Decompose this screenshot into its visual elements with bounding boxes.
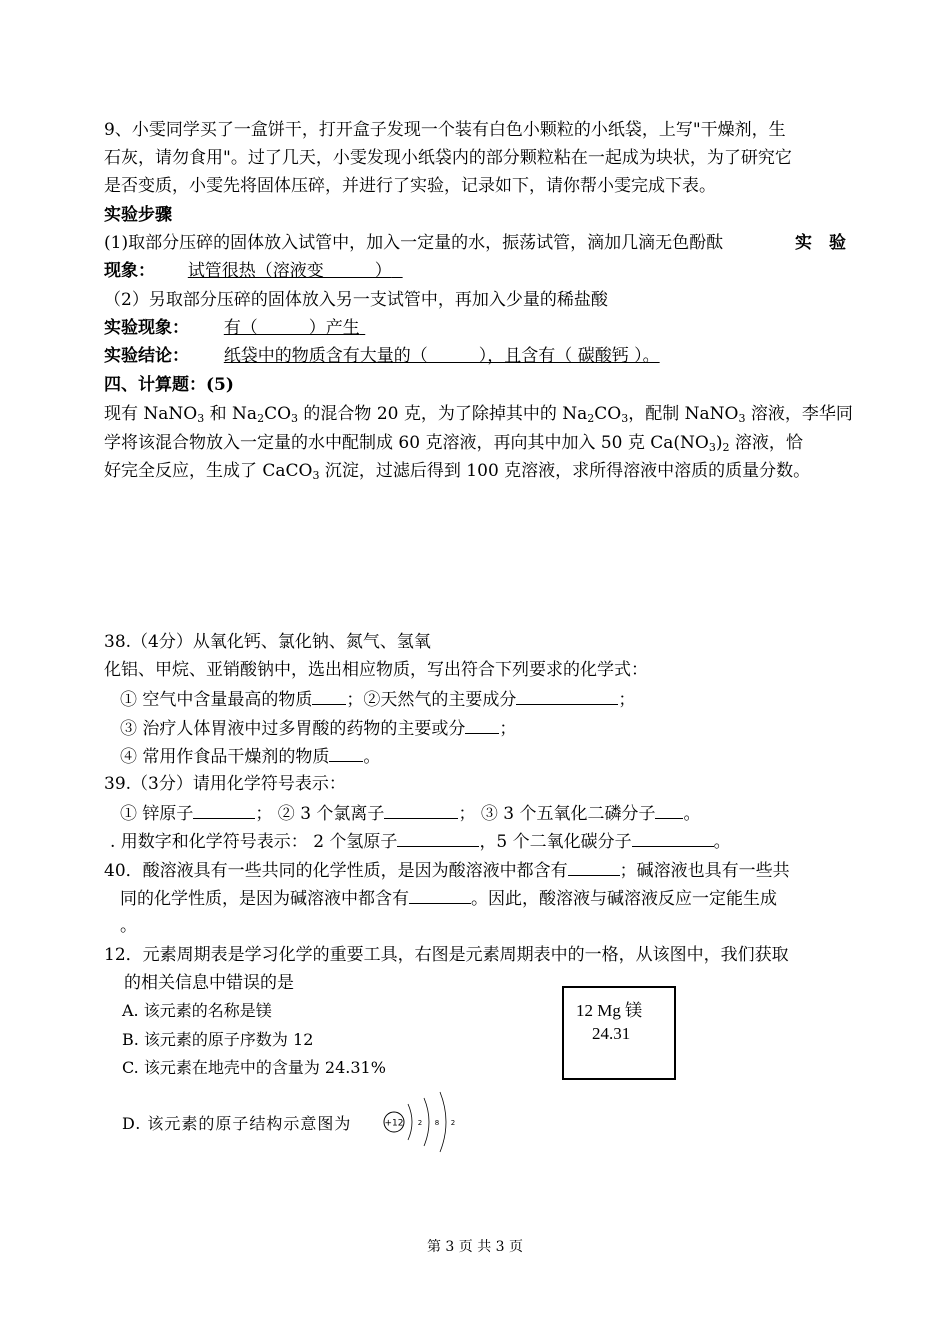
step-1-tail: 实 验 [795, 233, 846, 253]
phenomenon-2-label: 实验现象： [104, 318, 189, 338]
q38-line-2: 化铝、甲烷、亚销酸钠中，选出相应物质，写出符合下列要求的化学式： [104, 660, 648, 680]
shell-3-electrons: 2 [450, 1119, 456, 1127]
conclusion [104, 344, 660, 368]
q9-line-1: 9、小雯同学买了一盒饼干，打开盒子发现一个装有白色小颗粒的小纸袋，上写"干燥剂，生 [104, 120, 786, 140]
answer-blank [516, 687, 618, 705]
phenomenon-1-label: 现象： [104, 261, 155, 281]
nucleus-charge: +12 [384, 1118, 404, 1129]
steps-heading: 实验步骤 [104, 205, 172, 225]
element-symbol-line: 12 Mg 镁 [576, 1001, 643, 1020]
conclusion-label: 实验结论： [104, 346, 189, 366]
phenomenon-2 [104, 316, 365, 340]
q38-item-2: ③ 治疗人体胃液中过多胃酸的药物的主要或分 ； [120, 716, 516, 741]
q40-line-2: 同的化学性质，是因为碱溶液中都含有 。因此，酸溶液与碱溶液反应一定能生成 [120, 886, 777, 911]
q9-line-3: 是否变质，小雯先将固体压碎，并进行了实验，记录如下，请你帮小雯完成下表。 [104, 176, 716, 196]
page-footer: 第 3 页 共 3 页 [426, 1239, 524, 1255]
step-1-text: (1)取部分压碎的固体放入试管中，加入一定量的水，振荡试管，滴加几滴无色酚酞 [104, 233, 724, 253]
calc-problem-line-2: 学将该混合物放入一定量的水中配制成 60 克溶液，再向其中加入 50 克 $Ca(NO_3)_2$ 溶液，恰 [104, 433, 803, 454]
answer-blank [329, 744, 363, 762]
answer-blank [312, 687, 346, 705]
q38-item-1: ① 空气中含量最高的物质 ；②天然气的主要成分 ； [120, 687, 635, 712]
answer-blank [384, 801, 458, 819]
q12-line-2: 的相关信息中错误的是 [124, 973, 294, 993]
q12-option-b: B. 该元素的原子序数为 12 [122, 1030, 314, 1049]
electron-shell-1 [408, 1104, 412, 1140]
shell-2-electrons: 8 [434, 1119, 440, 1127]
q39-line-1: 39.（3分）请用化学符号表示： [104, 774, 346, 794]
answer-blank [409, 886, 471, 904]
periodic-table-cell [562, 986, 676, 1080]
answer-blank [193, 801, 255, 819]
atomic-mass: 24.31 [592, 1024, 631, 1043]
q40-line-1: 40．酸溶液具有一些共同的化学性质，是因为酸溶液中都含有 ；碱溶液也具有一些共 [104, 858, 790, 883]
conclusion-value: 纸袋中的物质含有大量的（ ），且含有（ 碳酸钙 ）。 [223, 346, 660, 366]
q12-option-d: D. 该元素的原子结构示意图为 [122, 1114, 352, 1133]
q40-line-3: 。 [120, 916, 137, 936]
q12-line-1: 12．元素周期表是学习化学的重要工具，右图是元素周期表中的一格，从该图中，我们获取 [104, 945, 789, 965]
shell-1-electrons: 2 [417, 1119, 423, 1127]
answer-blank [568, 858, 620, 876]
calc-problem-line-1: 现有 NaNO$_3$ 和 $Na_2CO_3$ 的混合物 20 克，为了除掉其中的 $Na_2CO_3$，配制 NaNO$_3$ 溶液，李华同 [104, 404, 853, 425]
atom-structure-diagram [382, 1082, 462, 1162]
answer-blank [397, 829, 479, 847]
q39-item-1: ① 锌原子 ； ② 3 个氯离子 ； ③ 3 个五氧化二磷分子 。 [120, 801, 700, 826]
q38-item-3: ④ 常用作食品干燥剂的物质 。 [120, 744, 380, 769]
section-4-heading: 四、计算题：(5) [104, 375, 234, 395]
q39-item-2: . 用数字和化学符号表示： 2 个氢原子 ，5 个二氧化碳分子 。 [110, 829, 731, 854]
phenomenon-1-value: 试管很热（溶液变 ） [187, 261, 392, 281]
electron-shell-3 [440, 1092, 446, 1152]
calc-problem-line-3: 好完全反应，生成了 CaCO$_3$ 沉淀，过滤后得到 100 克溶液，求所得溶液中溶质的质量分数。 [104, 461, 811, 482]
electron-shell-2 [424, 1098, 429, 1146]
q12-option-a: A. 该元素的名称是镁 [122, 1001, 272, 1020]
step-2: （2）另取部分压碎的固体放入另一支试管中，再加入少量的稀盐酸 [104, 290, 608, 310]
phenomenon-1 [104, 259, 403, 283]
q38-line-1: 38.（4分）从氧化钙、氯化钠、氮气、氢氧 [104, 632, 431, 652]
q9-line-2: 石灰，请勿食用"。过了几天，小雯发现小纸袋内的部分颗粒粘在一起成为块状，为了研究它 [104, 148, 792, 168]
q12-option-c: C. 该元素在地壳中的含量为 24.31% [122, 1058, 386, 1077]
step-1 [104, 231, 846, 255]
phenomenon-2-value: 有（ ）产生 [223, 318, 360, 338]
answer-blank [465, 716, 499, 734]
answer-blank [655, 801, 683, 819]
answer-blank [632, 829, 714, 847]
